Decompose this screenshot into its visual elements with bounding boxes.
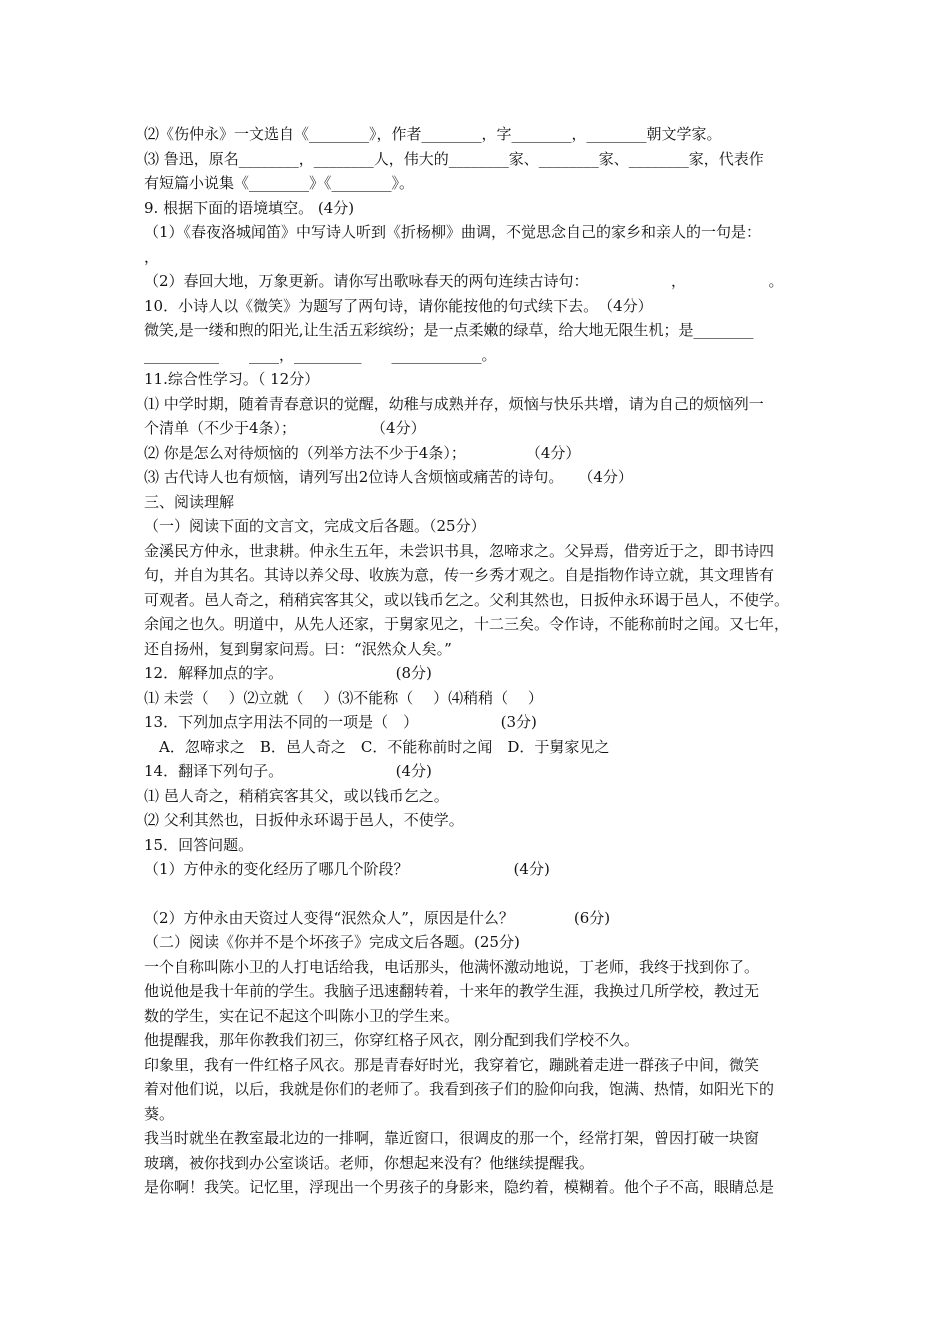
- text-line: ⑵ 父利其然也，日扳仲永环谒于邑人，不使学。: [144, 811, 464, 829]
- passage-line: 是你啊！我笑。记忆里，浮现出一个男孩子的身影来，隐约着，模糊着。他个子不高，眼睛总是: [144, 1178, 775, 1196]
- text-line: ⑶ 古代诗人也有烦恼，请列写出2位诗人含烦恼或痛苦的诗句。 （4分）: [144, 468, 633, 486]
- passage-line: 他说他是我十年前的学生。我脑子迅速翻转着，十来年的教学生涯，我换过几所学校，教过无: [144, 982, 760, 1000]
- passage-line: 着对他们说，以后，我就是你们的老师了。我看到孩子们的脸仰向我，饱满、热情，如阳光下的: [144, 1080, 775, 1098]
- passage-line: 数的学生，实在记不起这个叫陈小卫的学生来。: [144, 1006, 460, 1025]
- passage-line: 他提醒我，那年你教我们初三，你穿红格子风衣，刚分配到我们学校不久。: [144, 1031, 640, 1049]
- text-line: （1）方仲永的变化经历了哪几个阶段？ (4分): [144, 860, 550, 878]
- text-line: ⑴ 中学时期，随着青春意识的觉醒，幼稚与成熟并存，烦恼与快乐共增，请为自己的烦恼列一: [144, 394, 764, 413]
- text-line: ⑴ 邑人奇之，稍稍宾客其父，或以钱币乞之。: [144, 786, 449, 805]
- passage-line: 一个自称叫陈小卫的人打电话给我，电话那头，他满怀激动地说，丁老师，我终于找到你了。: [144, 957, 760, 976]
- text-line: 微笑,是一缕和煦的阳光,让生活五彩缤纷；是一点柔嫩的绿草，给大地无限生机；是________: [144, 321, 754, 339]
- passage-line: 余闻之也久。明道中，从先人还家，于舅家见之，十二三矣。令作诗，不能称前时之闻。又七年，: [144, 615, 790, 633]
- passage-line: 印象里，我有一件红格子风衣。那是青春好时光，我穿着它，蹦跳着走进一群孩子中间，微笑: [144, 1055, 760, 1074]
- text-line: ，: [144, 247, 160, 266]
- section-heading: 三、阅读理解: [144, 492, 235, 511]
- passage-line: 我当时就坐在教室最北边的一排啊，靠近窗口，很调皮的那一个，经常打架，曾因打破一块窗: [144, 1129, 760, 1147]
- text-line: __________ ____，_________ ____________。: [144, 345, 497, 364]
- text-line: A．忽啼求之 B．邑人奇之 C．不能称前时之闻 D．于舅家见之: [144, 737, 610, 756]
- text-line: ⑶ 鲁迅，原名________，________人，伟大的________家、________家、________家，代表作: [144, 149, 764, 168]
- text-line: 有短篇小说集《________》《________》。: [144, 174, 415, 192]
- passage-line: 金溪民方仲永，世隶耕。仲永生五年，未尝识书具，忽啼求之。父异焉，借旁近于之，即书诗四: [144, 541, 775, 560]
- text-line: ⑵《伤仲永》一文选自《________》，作者________，字________，________朝文学家。: [144, 125, 722, 143]
- question-heading: 9. 根据下面的语境填空。 (4分): [144, 198, 355, 217]
- question-heading: 14．翻译下列句子。 (4分): [144, 762, 432, 780]
- passage-line: 葵。: [144, 1104, 175, 1123]
- question-heading: 13．下列加点字用法不同的一项是（ ） (3分): [144, 713, 537, 731]
- question-heading: 15．回答问题。: [144, 835, 254, 854]
- passage-line: 还自扬州，复到舅家问焉。曰：“泯然众人矣。”: [144, 639, 452, 658]
- question-heading: 12．解释加点的字。 (8分): [144, 664, 432, 682]
- passage-line: 玻璃，被你找到办公室谈话。老师，你想起来没有？他继续提醒我。: [144, 1153, 595, 1172]
- passage-line: 句，并自为其名。其诗以养父母、收族为意，传一乡秀才观之。自是指物作诗立就，其文理皆有: [144, 566, 775, 584]
- subsection-heading: （二）阅读《你并不是个坏孩子》完成文后各题。(25分): [144, 933, 520, 951]
- passage-line: 可观者。邑人奇之，稍稍宾客其父，或以钱币乞之。父利其然也，日扳仲永环谒于邑人，不使学。: [144, 590, 790, 609]
- question-heading: 10．小诗人以《微笑》为题写了两句诗，请你能按他的句式续下去。 （4分）: [144, 296, 653, 315]
- text-line: （2）方仲永由天资过人变得“泯然众人”，原因是什么？ (6分): [144, 908, 611, 927]
- question-heading: 11.综合性学习。（ 12分）: [144, 370, 320, 388]
- text-line: ⑴ 未尝（ ）⑵立就（ ）⑶不能称（ ）⑷稍稍（ ）: [144, 688, 543, 707]
- text-line: （1）《春夜洛城闻笛》中写诗人听到《折杨柳》曲调，不觉思念自己的家乡和亲人的一句是：: [144, 223, 762, 241]
- text-line: ⑵ 你是怎么对待烦恼的（列举方法不少于4条）； （4分）: [144, 443, 581, 462]
- answer-space: [144, 882, 820, 906]
- subsection-heading: （一）阅读下面的文言文，完成文后各题。（25分）: [144, 517, 486, 535]
- text-line: 个清单（不少于4条）； （4分）: [144, 419, 426, 437]
- text-line: （2）春回大地，万象更新。请你写出歌咏春天的两句连续古诗句： ， 。: [144, 272, 784, 290]
